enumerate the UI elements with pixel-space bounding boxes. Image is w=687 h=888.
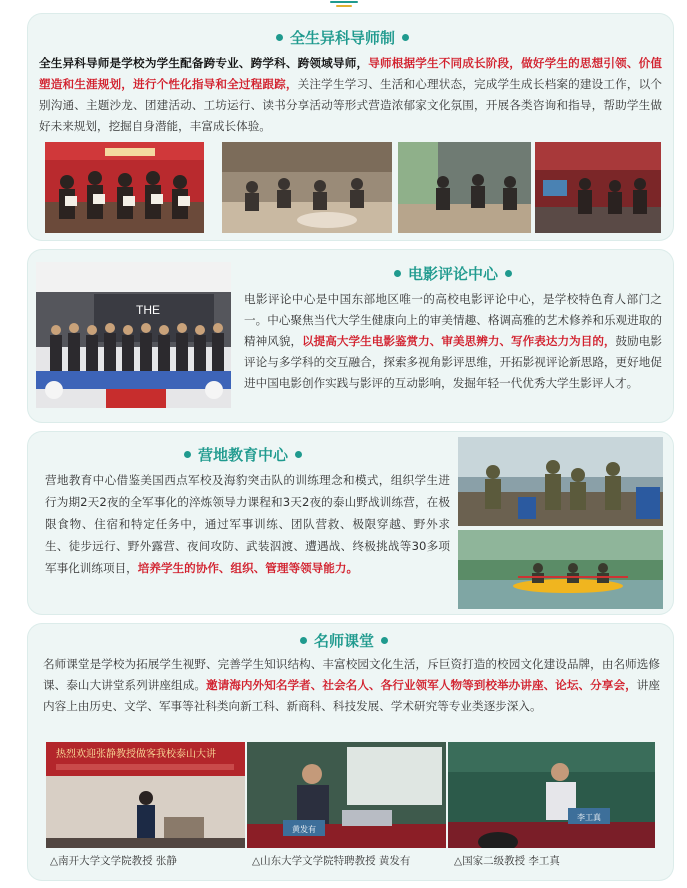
mentor-photo-4 — [535, 142, 661, 233]
nameplate-li: 李工真 — [577, 813, 601, 822]
top-decoration — [330, 0, 358, 8]
mentor-text: 全生异科导师是学校为学生配备跨专业、跨学科、跨领域导师，导师根据学生不同成长阶段，做好学生的思想引领、价值塑造和生涯规划，进行个性化指导和全过程跟踪，关注学生学习、生活和心理状态，完成学生成长档案的建设工作，以个别沟通、主题沙龙、团建活动、工坊运行、读书分享活动等形式营造浓郁家文化氛围，开展各类咨询和指导，帮助学生做好未来规划，挖掘自身潜能，丰富成长体验。 — [39, 56, 662, 133]
lecture-section — [28, 624, 673, 880]
film-title: 电影评论中心 — [387, 263, 519, 284]
caption-huang: △山东大学文学院特聘教授 黄发有 — [252, 855, 411, 867]
mentor-section — [28, 14, 673, 240]
mentor-photo-2 — [222, 142, 392, 233]
mentor-photo-1 — [45, 142, 204, 233]
camp-training-photo — [458, 437, 663, 526]
caption-li: △国家二级教授 李工真 — [454, 855, 560, 867]
camp-title: 营地教育中心 — [177, 444, 309, 465]
lecture-photo-2 — [247, 742, 446, 848]
film-group-photo — [36, 262, 231, 408]
film-text: 电影评论中心是中国东部地区唯一的高校电影评论中心，是学校特色育人部门之一。中心聚焦当代大学生健康向上的审美情趣、格调高雅的艺术修养和乐观进取的精神风貌，以提高大学生电影鉴赏力、审美思辨力、写作表达力为目的，鼓励电影评论与多学科的交互融合，探索多视角影评思维，开拓影视评论新思路，更好地促进中国电影创作实践与影评的互动影响，发掘年轻一代优秀大学生影评人才。 — [244, 292, 662, 390]
lecture-text: 名师课堂是学校为拓展学生视野、完善学生知识结构、丰富校园文化生活，斥巨资打造的校园文化建设品牌，由名师选修课、泰山大讲堂系列讲座组成。邀请海内外知名学者、社会名人、各行业领军人物等到校举办讲座、论坛、分享会，讲座内容上由历史、文学、军事等社科类向新工科、新商科、科技发展、学术研究等专业类逐步深入。 — [43, 657, 660, 713]
mentor-title: 全生异科导师制 — [269, 27, 416, 48]
mentor-photo-3 — [398, 142, 531, 233]
camp-section — [28, 432, 673, 614]
lecture-banner-text: 热烈欢迎张静教授做客我校泰山大讲 — [56, 749, 216, 760]
caption-zhang: △南开大学文学院教授 张静 — [50, 855, 177, 867]
lecture-photo-3 — [448, 742, 655, 848]
camp-kayak-photo — [458, 530, 663, 609]
nameplate-huang: 黄发有 — [292, 825, 316, 834]
camp-text: 营地教育中心借鉴美国西点军校及海豹突击队的训练理念和模式，组织学生进行为期2天2夜的全军事化的淬炼领导力课程和3天2夜的泰山野战训练营，在极限食物、住宿和特定任务中，通过军事训练、团队营救、极限穿越、野外求生、徒步远行、野外露营、夜间攻防、武装泅渡、遭遇战、终极挑战等30多项军事化训练项目，培养学生的协作、组织、管理等领导能力。 — [45, 473, 450, 575]
lecture-photo-1 — [46, 742, 245, 848]
lecture-title: 名师课堂 — [293, 630, 395, 651]
film-section — [28, 250, 673, 422]
screen-text: THE — [136, 303, 160, 317]
